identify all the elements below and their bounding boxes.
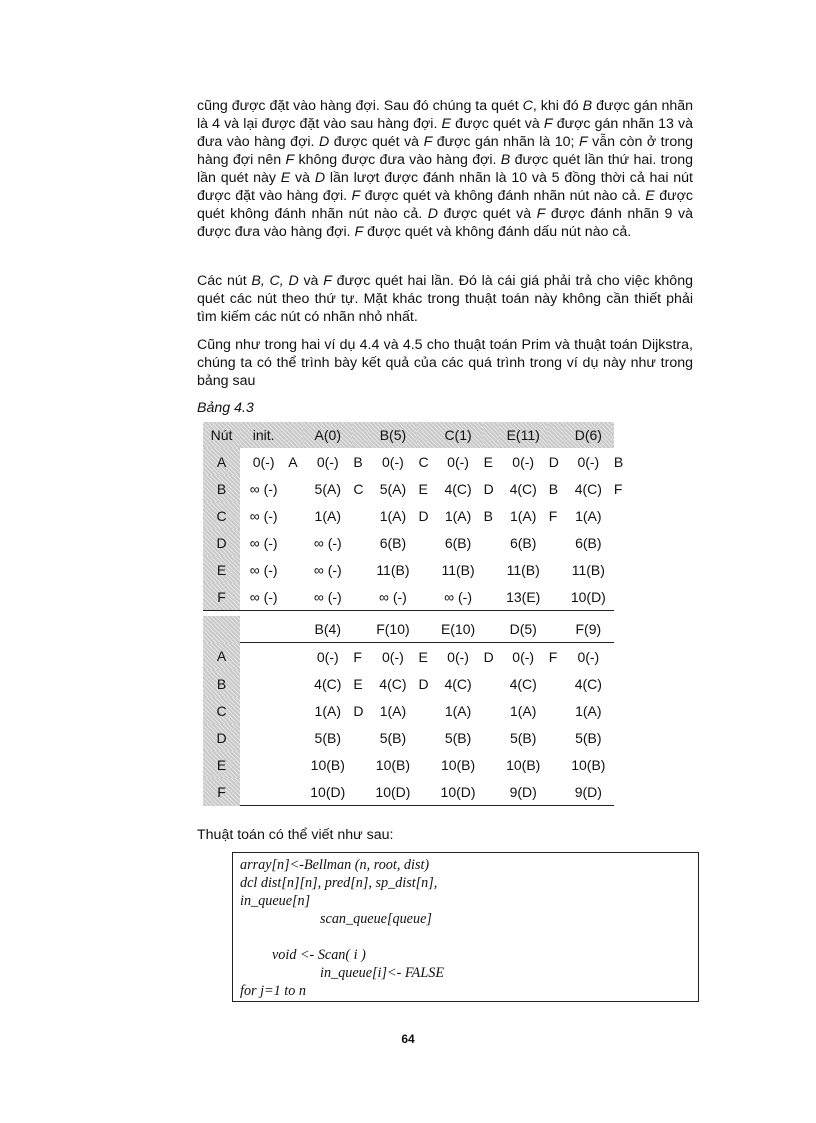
table-cell [483, 422, 499, 448]
table-cell [352, 583, 368, 611]
table-cell: B [483, 507, 493, 524]
table-cell [287, 670, 303, 697]
table-cell [417, 778, 433, 806]
text-run: được quét và không đánh nhãn nút nào cả. [360, 188, 646, 204]
table-cell: D [418, 675, 429, 692]
table-cell [240, 643, 287, 671]
table-cell [483, 616, 499, 643]
table-cell [483, 670, 499, 697]
table-cell [483, 697, 499, 724]
table-cell: 1(A) [509, 702, 537, 719]
text-run: Cũng như trong hai ví dụ 4.4 và 4.5 cho thuật toán Prim và thuật toán Dijkstra, chúng ta có thể trình bày kết quả của các quá trình trong ví dụ này như trong bảng sau [197, 337, 693, 389]
table-cell [417, 422, 433, 448]
table-cell [287, 583, 303, 611]
table-cell: C [418, 453, 429, 470]
table-cell: 4(C) [444, 675, 472, 692]
table-cell: 0(-) [382, 453, 404, 470]
table-cell: E [418, 480, 428, 497]
table-cell [613, 778, 614, 806]
code-line: for j=1 to n [240, 983, 306, 999]
table-cell: 4(C) [574, 480, 602, 497]
node-letter: D [314, 170, 326, 186]
table-cell: ∞ (-) [249, 507, 278, 524]
table-cell: 4(C) [379, 675, 407, 692]
table-cell: 10(B) [310, 756, 345, 773]
table-cell [417, 724, 433, 751]
table-cell [417, 697, 433, 724]
table-cell: 6(B) [444, 534, 472, 551]
node-label-cell: F [203, 583, 240, 611]
text-run: được quét và [450, 116, 544, 132]
table-cell: 10(D) [368, 778, 417, 806]
table-cell [483, 751, 499, 778]
table-cell [240, 778, 287, 806]
node-letter: D [318, 134, 330, 150]
table-cell: 0(-) [316, 453, 339, 470]
table-cell: 4(C) [509, 675, 537, 692]
table-cell: 1(A) [575, 702, 602, 719]
code-line: void <- Scan( i ) [272, 947, 366, 963]
table-cell [548, 778, 564, 806]
text-run: và [290, 170, 315, 186]
table-cell: F [613, 480, 623, 497]
code-line: array[n]<-Bellman (n, root, dist) [240, 857, 430, 873]
table-cell: 1(A) [575, 507, 602, 524]
table-row [203, 583, 614, 611]
text-run: vẫn còn ở trong hàng đợi nên [197, 134, 693, 168]
table-cell: 6(B) [509, 534, 537, 551]
node-letter: B, C, D [251, 273, 299, 289]
table-row [203, 751, 614, 778]
table-cell: 0(-) [577, 648, 600, 665]
table-cell [352, 502, 368, 529]
node-label-cell: E [203, 751, 240, 778]
table-cell: E(10) [434, 616, 483, 643]
table-cell [240, 616, 287, 643]
node-label-cell: F [203, 778, 240, 806]
node-letter: D [427, 206, 438, 222]
table-cell [613, 422, 614, 448]
table-cell: B [613, 453, 624, 470]
text-run: không được đưa vào hàng đợi. [294, 152, 501, 168]
table-cell: D [483, 480, 494, 497]
table-cell: E [418, 648, 428, 665]
table-cell: 11(B) [441, 561, 475, 578]
table-cell: 11(B) [376, 561, 410, 578]
table-cell: 5(A) [379, 480, 407, 497]
table-cell: 5(B) [314, 729, 341, 746]
table-row [203, 643, 614, 671]
table-cell: 4(C) [574, 675, 602, 692]
table-cell [548, 616, 564, 643]
table-cell: ∞ (-) [313, 534, 342, 551]
table-cell: 10(D) [303, 778, 352, 806]
table-cell: F [548, 507, 558, 524]
table-cell: 0(-) [447, 453, 469, 470]
table-cell: 4(C) [444, 480, 472, 497]
table-cell [613, 616, 614, 643]
text-run: cũng được đặt vào hàng đợi. Sau đó chúng ta quét [197, 98, 523, 114]
table-cell: 1(A) [509, 507, 537, 524]
table-cell: 10(B) [375, 756, 411, 773]
table-row [203, 670, 614, 697]
table-cell: 0(-) [252, 453, 275, 470]
table-cell [287, 697, 303, 724]
table-cell [483, 583, 499, 611]
table-cell [352, 751, 368, 778]
text-run: được quét và [437, 206, 537, 222]
table-cell: A(0) [303, 422, 352, 448]
table-row [203, 556, 614, 583]
table-cell: F(10) [368, 616, 417, 643]
table-cell: 0(-) [512, 453, 535, 470]
text-run: Các nút [197, 273, 252, 289]
text-run: được gán nhãn là 4 và lại được đặt vào sau hàng đợi. [197, 98, 693, 132]
table-cell [548, 556, 564, 583]
page-number: 64 [401, 1032, 415, 1046]
node-letter: E [645, 188, 655, 204]
node-label-cell: D [203, 724, 240, 751]
table-cell: 4(C) [314, 675, 342, 692]
table-cell [352, 529, 368, 556]
node-label-cell: E [203, 556, 240, 583]
table-cell: 0(-) [382, 648, 404, 665]
table-cell: ∞ (-) [249, 534, 278, 551]
table-cell [287, 475, 303, 502]
text-run: , khi đó [532, 98, 583, 114]
table-row [203, 697, 614, 724]
table-cell: 6(B) [379, 534, 407, 551]
text-run: được quét hai lần. Đó là cái giá phải trả cho việc không quét các nút theo thứ tự. Mặt khác trong thuật toán này không cần thiết phải tìm kiếm các nút có nhãn nhỏ nhất. [197, 273, 693, 325]
table-cell: 5(B) [509, 729, 537, 746]
table-cell: ∞ (-) [249, 561, 278, 578]
node-letter: B [582, 98, 593, 114]
table-cell [287, 616, 303, 643]
table-cell: 10(D) [434, 778, 483, 806]
table-row [203, 475, 614, 502]
text-run: được gán nhãn là 10; [432, 134, 579, 150]
node-label-cell: A [203, 448, 240, 475]
table-cell: ∞ (-) [303, 583, 352, 611]
node-label-cell [203, 616, 240, 643]
text-run: được quét và không đánh dấu nút nào cả. [363, 224, 632, 240]
table-cell [240, 724, 287, 751]
table-cell: 1(A) [444, 507, 472, 524]
table-cell: F [353, 648, 362, 665]
table-cell [613, 697, 614, 724]
table-cell: 9(D) [564, 778, 613, 806]
table-cell [287, 422, 303, 448]
node-label-cell: B [203, 670, 240, 697]
node-letter: F [423, 134, 433, 150]
table-cell [352, 422, 368, 448]
table-cell: 5(B) [444, 729, 472, 746]
table-row [203, 448, 614, 475]
node-letter: F [351, 188, 361, 204]
node-label-cell: C [203, 502, 240, 529]
table-cell: E [483, 453, 493, 470]
table-cell: 11(B) [571, 561, 605, 578]
table-cell [548, 422, 564, 448]
table-cell: ∞ (-) [434, 583, 483, 611]
results-table-part-1 [203, 422, 624, 611]
table-cell [287, 778, 303, 806]
node-label-cell: B [203, 475, 240, 502]
table-cell: E [353, 675, 363, 692]
table-cell: B(4) [303, 616, 352, 643]
table-cell [287, 643, 303, 671]
table-cell [417, 751, 433, 778]
table-cell [548, 724, 564, 751]
table-cell: D [483, 648, 494, 665]
table-cell [287, 556, 303, 583]
table-cell: 1(A) [444, 702, 472, 719]
table-cell: D(5) [499, 616, 548, 643]
text-run: được gán nhãn 13 và đưa vào hàng đợi. [197, 116, 693, 150]
algorithm-intro: Thuật toán có thể viết như sau: [197, 827, 394, 843]
table-header-row [203, 422, 614, 448]
paragraph-scan-cost [197, 272, 693, 326]
table-header-row [203, 616, 614, 643]
table-cell [613, 724, 614, 751]
table-cell [287, 502, 303, 529]
table-cell: F(9) [564, 616, 613, 643]
code-line: scan_queue[queue] [320, 911, 432, 927]
table-cell: D [418, 507, 429, 524]
table-cell: 5(B) [379, 729, 407, 746]
table-cell: 0(-) [447, 648, 469, 665]
table-cell: E(11) [499, 422, 548, 448]
table-row [203, 778, 614, 806]
table-cell [352, 778, 368, 806]
table-cell: 13(E) [499, 583, 548, 611]
table-cell [548, 751, 564, 778]
code-line: dcl dist[n][n], pred[n], sp_dist[n], [240, 875, 438, 891]
table-cell [417, 583, 433, 611]
table-cell: 5(B) [575, 729, 602, 746]
text-run: được quét lần thứ hai. trong lần quét này [197, 152, 693, 186]
table-cell [240, 751, 287, 778]
table-cell [417, 556, 433, 583]
node-letter: C [522, 98, 533, 114]
table-cell [613, 502, 614, 529]
node-letter: B [500, 152, 511, 168]
table-cell: ∞ (-) [313, 561, 342, 578]
table-cell: 0(-) [316, 648, 339, 665]
paragraph-scan-description [197, 97, 693, 241]
node-label-cell: Nút [203, 422, 240, 448]
table-cell: C [353, 480, 364, 497]
code-line: in_queue[i]<- FALSE [320, 965, 444, 981]
table-cell [240, 670, 287, 697]
node-letter: F [323, 273, 332, 289]
node-letter: E [280, 170, 291, 186]
results-table-part-2 [203, 616, 614, 806]
table-cell [483, 556, 499, 583]
table-cell: ∞ (-) [249, 480, 278, 497]
table-cell: 10(D) [564, 583, 613, 611]
table-cell: 10(B) [440, 756, 476, 773]
node-label-cell: D [203, 529, 240, 556]
table-cell: B(5) [368, 422, 417, 448]
table-cell: 10(B) [506, 756, 541, 773]
node-letter: F [285, 152, 295, 168]
table-cell [417, 529, 433, 556]
table-cell [613, 529, 614, 556]
table-cell [417, 616, 433, 643]
table-cell: D [353, 702, 364, 719]
table-cell: 1(A) [379, 702, 407, 719]
table-cell: B [353, 453, 363, 470]
table-cell: D [548, 453, 559, 470]
table-cell [613, 751, 614, 778]
node-letter: F [536, 206, 546, 222]
table-cell: 0(-) [577, 453, 600, 470]
node-letter: E [441, 116, 451, 132]
table-cell [613, 643, 614, 671]
table-cell: 0(-) [512, 648, 535, 665]
node-label-cell: A [203, 643, 240, 671]
table-cell: D(6) [564, 422, 613, 448]
text-run: và [298, 273, 324, 289]
code-line: in_queue[n] [240, 893, 311, 909]
node-letter: F [354, 224, 364, 240]
table-cell: A [288, 453, 298, 470]
table-cell: 9(D) [499, 778, 548, 806]
table-cell [548, 583, 564, 611]
table-cell: 1(A) [314, 702, 341, 719]
table-cell [548, 697, 564, 724]
table-cell [548, 670, 564, 697]
text-run: được đánh nhãn 9 và được đưa vào hàng đợi. [197, 206, 693, 240]
table-caption: Bảng 4.3 [197, 400, 254, 416]
table-cell: init. [240, 422, 287, 448]
table-cell [483, 529, 499, 556]
table-cell [483, 724, 499, 751]
table-cell [287, 529, 303, 556]
table-cell: B [548, 480, 559, 497]
code-box [232, 852, 699, 1002]
table-cell: 11(B) [506, 561, 540, 578]
table-cell: 5(A) [314, 480, 341, 497]
table-cell: ∞ (-) [368, 583, 417, 611]
table-cell [613, 556, 614, 583]
table-cell [287, 751, 303, 778]
table-row [203, 724, 614, 751]
text-run: được quét không đánh nhãn nút nào cả. [197, 188, 693, 222]
table-cell: 1(A) [314, 507, 341, 524]
table-cell: 6(B) [575, 534, 602, 551]
table-cell: 4(C) [509, 480, 537, 497]
table-cell [613, 583, 614, 611]
node-label-cell: C [203, 697, 240, 724]
paragraph-table-intro [197, 336, 693, 390]
table-cell [352, 616, 368, 643]
node-letter: F [578, 134, 588, 150]
table-cell [483, 778, 499, 806]
table-cell: F [548, 648, 558, 665]
text-run: được quét và [329, 134, 424, 150]
table-cell: C(1) [434, 422, 483, 448]
table-cell [287, 724, 303, 751]
table-cell [352, 724, 368, 751]
text-run: lần lượt được đánh nhãn là 10 và 5 đồng thời cả hai nút được đặt vào hàng đợi. [197, 170, 693, 204]
table-cell [548, 529, 564, 556]
table-cell: 1(A) [379, 507, 407, 524]
table-cell [613, 670, 614, 697]
table-cell [352, 556, 368, 583]
table-row [203, 529, 614, 556]
table-cell: ∞ (-) [240, 583, 287, 611]
table-row [203, 502, 614, 529]
node-letter: F [543, 116, 553, 132]
table-cell [240, 697, 287, 724]
table-cell: 10(B) [571, 756, 606, 773]
